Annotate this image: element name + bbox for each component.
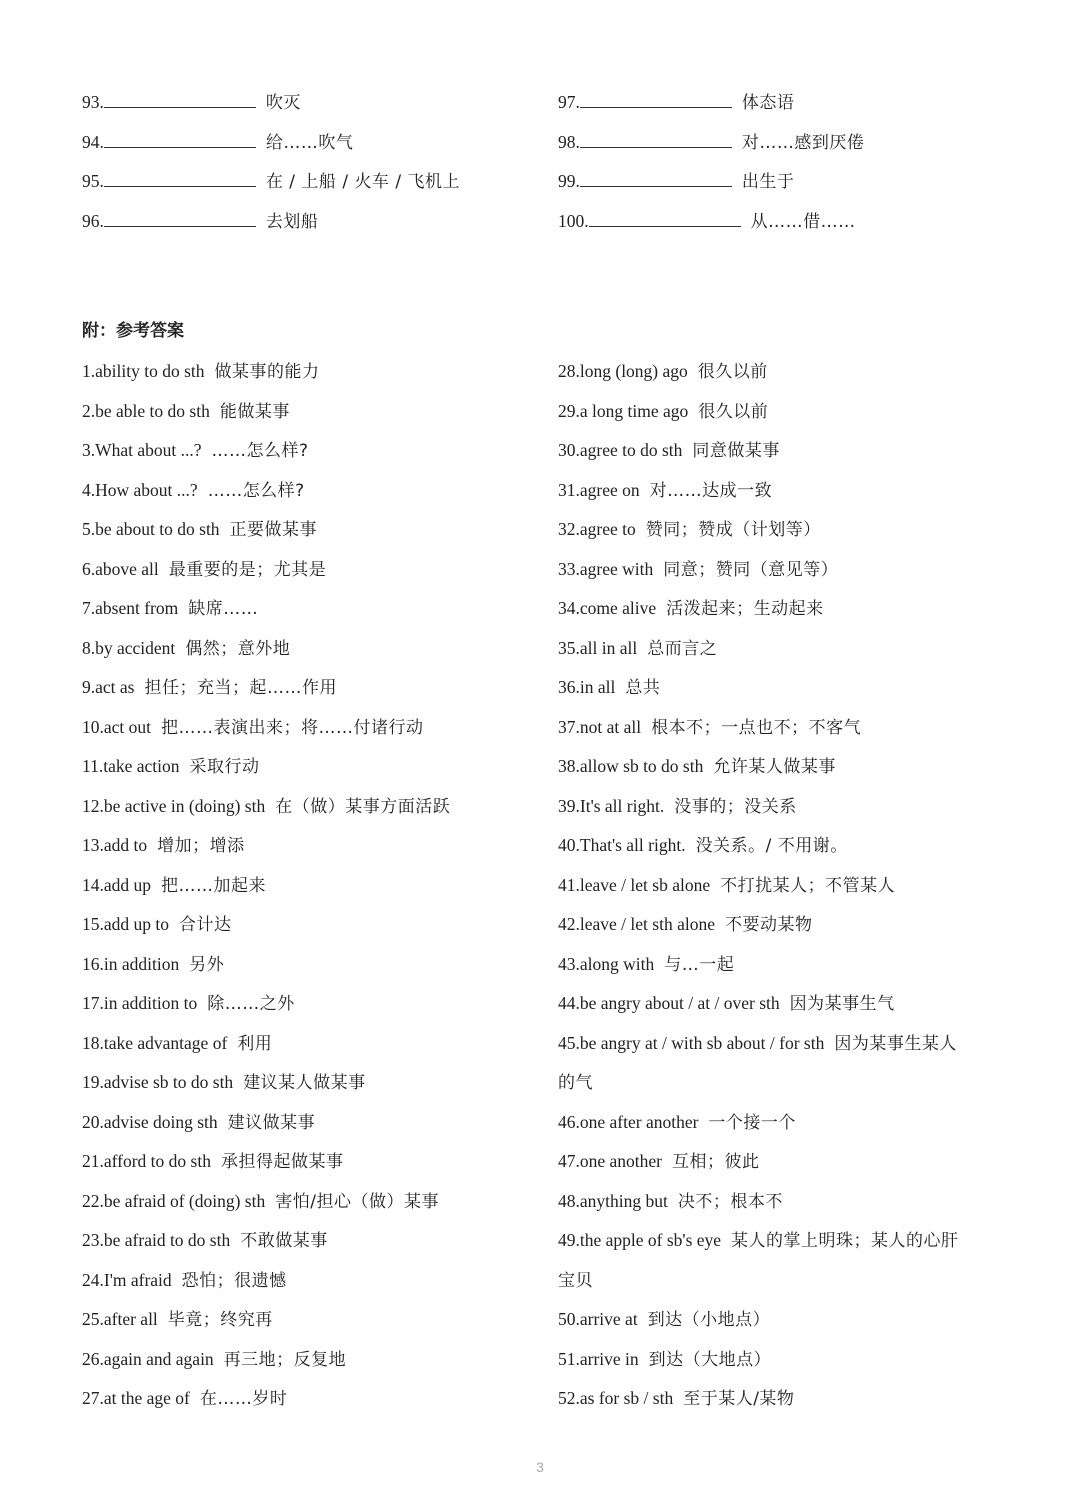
exercise-item bbox=[558, 131, 864, 154]
answer-meaning: 没关系。/ 不用谢。 bbox=[695, 836, 848, 856]
answer-phrase: 16.in addition bbox=[82, 953, 180, 974]
answer-phrase: 28.long (long) ago bbox=[558, 361, 688, 381]
answer-item bbox=[558, 913, 812, 936]
answer-item bbox=[558, 1071, 593, 1094]
answer-item bbox=[558, 716, 861, 739]
answer-item bbox=[82, 518, 317, 541]
answer-meaning: 做某事的能力 bbox=[214, 362, 320, 382]
answer-meaning: 毕竟；终究再 bbox=[167, 1310, 273, 1330]
exercise-item bbox=[82, 170, 460, 193]
answer-meaning: 合计达 bbox=[179, 915, 232, 935]
exercise-item bbox=[558, 170, 794, 193]
answer-phrase: 31.agree on bbox=[558, 479, 640, 500]
answer-item bbox=[558, 1111, 796, 1134]
answer-phrase: 40.That's all right. bbox=[558, 835, 686, 855]
answer-meaning: 不要动某物 bbox=[724, 915, 813, 935]
answer-phrase: 49.the apple of sb's eye bbox=[558, 1230, 722, 1250]
answer-item bbox=[558, 1032, 957, 1055]
answer-meaning: 总共 bbox=[625, 678, 661, 698]
answer-meaning: 的气 bbox=[558, 1073, 593, 1093]
answer-meaning: 因为某事生某人 bbox=[834, 1033, 957, 1054]
answer-phrase: 29.a long time ago bbox=[558, 400, 689, 421]
answer-item bbox=[558, 1269, 593, 1292]
answer-phrase: 8.by accident bbox=[82, 637, 176, 658]
answer-item bbox=[558, 1348, 771, 1371]
answer-meaning: 没事的；没关系 bbox=[674, 796, 797, 817]
answer-meaning: 活泼起来；生动起来 bbox=[666, 599, 824, 619]
answer-item bbox=[558, 1387, 794, 1410]
answer-phrase: 42.leave / let sth alone bbox=[558, 914, 715, 934]
exercise-item bbox=[82, 210, 318, 233]
answer-blank-line bbox=[580, 91, 732, 108]
answer-meaning: 宝贝 bbox=[558, 1270, 593, 1291]
answer-phrase: 4.How about ...? bbox=[82, 479, 198, 500]
answer-phrase: 15.add up to bbox=[82, 914, 170, 934]
answer-meaning: ……怎么样? bbox=[207, 480, 305, 501]
answer-item bbox=[558, 953, 734, 976]
answer-item bbox=[82, 597, 258, 620]
answer-item bbox=[558, 874, 895, 897]
answer-item bbox=[82, 1190, 439, 1213]
answer-meaning: 同意做某事 bbox=[692, 441, 780, 461]
answer-phrase: 38.allow sb to do sth bbox=[558, 756, 704, 776]
exercise-item bbox=[82, 131, 353, 154]
answer-meaning: 决不；根本不 bbox=[677, 1191, 783, 1212]
answer-item bbox=[82, 439, 309, 462]
answer-item bbox=[82, 755, 260, 778]
answer-item bbox=[82, 1111, 315, 1134]
answer-phrase: 41.leave / let sb alone bbox=[558, 874, 711, 895]
answer-meaning: 能做某事 bbox=[219, 401, 290, 422]
answer-phrase: 18.take advantage of bbox=[82, 1032, 228, 1053]
answer-phrase: 7.absent from bbox=[82, 598, 179, 618]
answer-phrase: 19.advise sb to do sth bbox=[82, 1072, 234, 1092]
answer-item bbox=[82, 992, 295, 1015]
answer-phrase: 43.along with bbox=[558, 953, 655, 974]
answer-item bbox=[82, 716, 424, 739]
answer-item bbox=[82, 874, 266, 897]
exercise-meaning: 从……借…… bbox=[750, 211, 856, 232]
answer-phrase: 50.arrive at bbox=[558, 1309, 638, 1329]
answer-item bbox=[558, 1150, 760, 1173]
answer-item bbox=[82, 1032, 272, 1055]
exercise-item bbox=[82, 91, 301, 114]
answer-phrase: 36.in all bbox=[558, 677, 616, 697]
answer-item bbox=[82, 834, 245, 857]
answer-item bbox=[82, 360, 320, 383]
answer-item bbox=[82, 1269, 287, 1292]
exercise-number: 94. bbox=[82, 131, 104, 152]
exercise-meaning: 在 / 上船 / 火车 / 飞机上 bbox=[265, 172, 460, 192]
answer-phrase: 6.above all bbox=[82, 558, 159, 579]
answer-phrase: 12.be active in (doing) sth bbox=[82, 795, 266, 816]
answer-meaning: 在……岁时 bbox=[199, 1389, 288, 1409]
exercise-number: 100. bbox=[558, 210, 589, 231]
page-number: 3 bbox=[536, 1459, 544, 1475]
answer-item bbox=[82, 558, 326, 581]
answer-phrase: 34.come alive bbox=[558, 598, 657, 618]
answer-meaning: 至于某人/某物 bbox=[683, 1389, 795, 1409]
answer-item bbox=[558, 795, 797, 818]
answer-meaning: 除……之外 bbox=[207, 994, 295, 1014]
answer-item bbox=[558, 518, 821, 541]
answer-meaning: 害怕/担心（做）某事 bbox=[275, 1191, 439, 1212]
answer-item bbox=[558, 676, 660, 699]
answer-item bbox=[82, 1348, 346, 1371]
answer-meaning: 再三地；反复地 bbox=[223, 1349, 347, 1370]
answer-blank-line bbox=[104, 131, 256, 148]
answer-meaning: 另外 bbox=[189, 954, 225, 975]
answer-meaning: 把……表演出来；将……付诸行动 bbox=[161, 717, 424, 738]
answer-meaning: 根本不；一点也不；不客气 bbox=[651, 717, 862, 738]
exercise-number: 95. bbox=[82, 171, 104, 191]
answer-phrase: 14.add up bbox=[82, 874, 152, 895]
answer-phrase: 21.afford to do sth bbox=[82, 1151, 211, 1171]
answer-item bbox=[558, 479, 772, 502]
answer-meaning: 一个接一个 bbox=[708, 1112, 796, 1133]
answer-meaning: ……怎么样? bbox=[211, 441, 309, 461]
answer-meaning: 到达（小地点） bbox=[647, 1310, 771, 1330]
exercise-meaning: 对……感到厌倦 bbox=[741, 132, 865, 153]
answer-phrase: 10.act out bbox=[82, 716, 152, 737]
exercise-item bbox=[558, 91, 794, 114]
answer-phrase: 51.arrive in bbox=[558, 1348, 639, 1369]
answer-item bbox=[558, 1190, 783, 1213]
answer-meaning: 总而言之 bbox=[647, 638, 718, 659]
answer-phrase: 32.agree to bbox=[558, 519, 636, 539]
answer-item bbox=[558, 637, 717, 660]
answer-phrase: 2.be able to do sth bbox=[82, 400, 210, 421]
answer-phrase: 33.agree with bbox=[558, 558, 654, 579]
answer-item bbox=[82, 1387, 287, 1410]
answer-item bbox=[82, 1229, 328, 1252]
answer-meaning: 建议做某事 bbox=[227, 1112, 316, 1133]
answer-meaning: 允许某人做某事 bbox=[713, 757, 836, 777]
answer-meaning: 因为某事生气 bbox=[789, 994, 895, 1014]
answer-phrase: 20.advise doing sth bbox=[82, 1111, 218, 1132]
answer-phrase: 44.be angry about / at / over sth bbox=[558, 993, 780, 1013]
exercise-number: 98. bbox=[558, 131, 580, 152]
answer-meaning: 正要做某事 bbox=[229, 520, 318, 540]
answer-meaning: 建议某人做某事 bbox=[243, 1073, 366, 1093]
exercise-number: 97. bbox=[558, 92, 580, 112]
answers-heading: 附：参考答案 bbox=[82, 321, 184, 341]
answer-item bbox=[82, 1150, 343, 1173]
exercise-number: 93. bbox=[82, 92, 104, 112]
answer-item bbox=[558, 1229, 959, 1252]
answer-blank-line bbox=[580, 131, 732, 148]
answer-meaning: 恐怕；很遗憾 bbox=[181, 1270, 287, 1291]
answer-phrase: 45.be angry at / with sb about / for sth bbox=[558, 1032, 825, 1053]
answer-item bbox=[82, 953, 224, 976]
answer-meaning: 互相；彼此 bbox=[672, 1152, 760, 1172]
exercise-meaning: 去划船 bbox=[265, 211, 319, 232]
answer-item bbox=[558, 755, 836, 778]
answer-item bbox=[558, 439, 780, 462]
answer-item bbox=[558, 1308, 770, 1331]
answer-phrase: 1.ability to do sth bbox=[82, 361, 205, 381]
answer-phrase: 24.I'm afraid bbox=[82, 1269, 172, 1290]
answer-item bbox=[82, 676, 337, 699]
answer-meaning: 承担得起做某事 bbox=[220, 1152, 344, 1172]
answer-phrase: 37.not at all bbox=[558, 716, 642, 737]
answer-item bbox=[82, 1071, 366, 1094]
answer-blank-line bbox=[589, 210, 741, 227]
answer-phrase: 11.take action bbox=[82, 756, 180, 776]
answer-phrase: 22.be afraid of (doing) sth bbox=[82, 1190, 266, 1211]
answer-item bbox=[558, 400, 768, 423]
answer-meaning: 把……加起来 bbox=[161, 875, 267, 896]
answer-meaning: 到达（大地点） bbox=[648, 1349, 772, 1370]
answer-item bbox=[82, 1308, 273, 1331]
answer-blank-line bbox=[104, 210, 256, 227]
answer-meaning: 对……达成一致 bbox=[649, 480, 773, 501]
exercise-meaning: 给……吹气 bbox=[265, 132, 354, 153]
answer-meaning: 与…一起 bbox=[664, 954, 735, 975]
answer-blank-line bbox=[104, 91, 256, 108]
answer-phrase: 17.in addition to bbox=[82, 993, 198, 1013]
answer-phrase: 35.all in all bbox=[558, 637, 638, 658]
answer-phrase: 3.What about ...? bbox=[82, 440, 202, 460]
answer-meaning: 不打扰某人；不管某人 bbox=[720, 875, 896, 896]
exercise-meaning: 体态语 bbox=[741, 93, 795, 113]
answer-meaning: 不敢做某事 bbox=[240, 1231, 328, 1251]
answer-phrase: 52.as for sb / sth bbox=[558, 1388, 674, 1408]
answer-phrase: 48.anything but bbox=[558, 1190, 668, 1211]
answer-blank-line bbox=[104, 170, 256, 187]
answer-meaning: 很久以前 bbox=[697, 362, 768, 382]
exercise-meaning: 出生于 bbox=[741, 172, 795, 192]
exercise-number: 99. bbox=[558, 171, 580, 191]
answer-phrase: 5.be about to do sth bbox=[82, 519, 220, 539]
answer-phrase: 47.one another bbox=[558, 1151, 662, 1171]
answer-phrase: 46.one after another bbox=[558, 1111, 699, 1132]
answer-item bbox=[558, 834, 848, 857]
answer-meaning: 缺席…… bbox=[188, 599, 259, 619]
answer-meaning: 在（做）某事方面活跃 bbox=[275, 796, 451, 817]
exercise-meaning: 吹灭 bbox=[265, 93, 301, 113]
answer-meaning: 采取行动 bbox=[189, 757, 260, 777]
answer-blank-line bbox=[580, 170, 732, 187]
answer-phrase: 26.again and again bbox=[82, 1348, 214, 1369]
answer-meaning: 偶然；意外地 bbox=[185, 638, 291, 659]
answer-phrase: 9.act as bbox=[82, 677, 135, 697]
answer-item bbox=[558, 597, 824, 620]
exercise-item bbox=[558, 210, 856, 233]
answer-meaning: 增加；增添 bbox=[157, 836, 245, 856]
answer-phrase: 30.agree to do sth bbox=[558, 440, 683, 460]
answer-item bbox=[82, 913, 232, 936]
answer-phrase: 13.add to bbox=[82, 835, 148, 855]
answer-item bbox=[558, 558, 838, 581]
answer-meaning: 赞同；赞成（计划等） bbox=[645, 520, 821, 540]
answer-phrase: 39.It's all right. bbox=[558, 795, 665, 816]
answer-item bbox=[558, 992, 895, 1015]
answer-item bbox=[82, 637, 290, 660]
answer-item bbox=[82, 479, 305, 502]
answer-phrase: 23.be afraid to do sth bbox=[82, 1230, 231, 1250]
exercise-number: 96. bbox=[82, 210, 104, 231]
answer-phrase: 27.at the age of bbox=[82, 1388, 190, 1408]
answer-item bbox=[82, 795, 450, 818]
answer-meaning: 利用 bbox=[237, 1033, 273, 1054]
answer-meaning: 最重要的是；尤其是 bbox=[168, 559, 327, 580]
answer-phrase: 25.after all bbox=[82, 1309, 158, 1329]
answer-meaning: 担任；充当；起……作用 bbox=[144, 678, 337, 698]
answer-meaning: 同意；赞同（意见等） bbox=[663, 559, 839, 580]
answer-meaning: 某人的掌上明珠；某人的心肝 bbox=[731, 1231, 959, 1251]
answer-item bbox=[82, 400, 290, 423]
answer-item bbox=[558, 360, 768, 383]
answer-meaning: 很久以前 bbox=[698, 401, 769, 422]
